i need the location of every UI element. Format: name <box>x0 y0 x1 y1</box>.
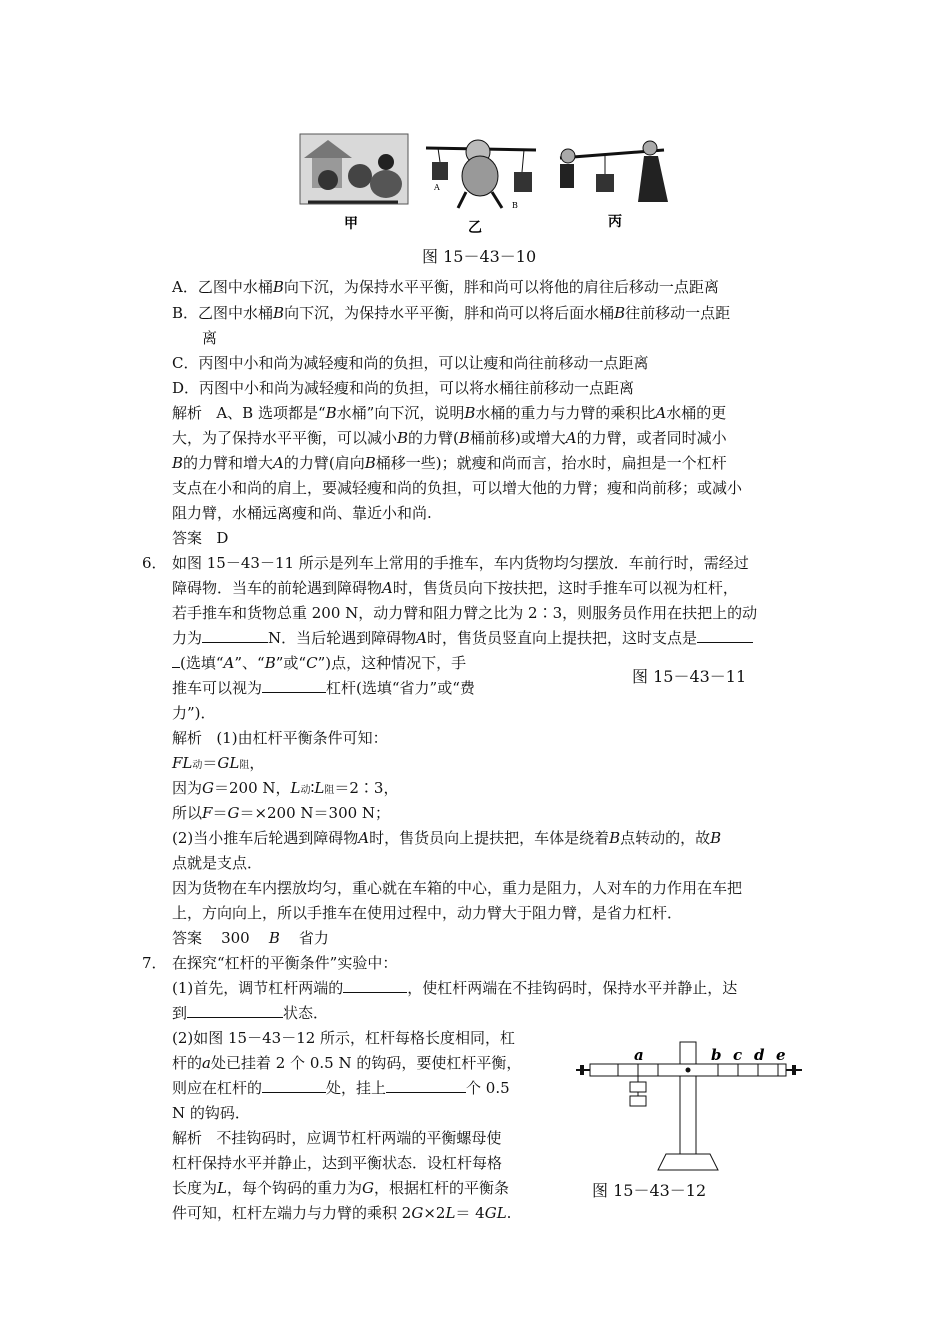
panel-label-bing: 丙 <box>608 214 622 230</box>
panel-bing-illustration <box>560 141 668 202</box>
figure-lever <box>572 1036 808 1178</box>
q6-answer: 答案 300 B 省力 <box>172 929 329 947</box>
panel-yi-illustration <box>426 140 536 208</box>
q6-line-2: 障碍物．当车的前轮遇到障碍物A时，售货员向下按扶把，这时手推车可以视为杠杆， <box>172 579 738 597</box>
answer-blank[interactable] <box>697 628 753 643</box>
option-a: A．乙图中水桶B向下沉，为保持水平平衡，胖和尚可以将他的肩往后移动一点距离 <box>172 278 719 296</box>
lever-stand <box>658 1042 718 1170</box>
figure-monks <box>298 128 678 236</box>
q6-analysis-line-3: 因为G＝200 N，L动∶L阻＝2∶3， <box>172 779 399 797</box>
q6-line-7: 力”)． <box>172 704 216 722</box>
q6-analysis-line-6: 点就是支点． <box>172 854 263 872</box>
q7-number: 7． <box>142 954 167 972</box>
q5-analysis-line-3: B的力臂和增大A的力臂(肩向B桶移一些)；就瘦和尚而言，抬水时，扁担是一个杠杆 <box>172 454 727 472</box>
lever-label-a: a <box>634 1046 644 1064</box>
lever-label-b: b <box>711 1046 722 1064</box>
q7-line-4: (2)如图 15－43－12 所示，杠杆每格长度相同，杠 <box>172 1029 516 1047</box>
q7-line-6: 则应在杠杆的 处，挂上 个 0.5 <box>172 1079 510 1097</box>
bucket-label-a: A <box>434 183 440 192</box>
panel-label-jia: 甲 <box>344 216 358 232</box>
answer-blank[interactable] <box>172 653 180 668</box>
q5-analysis-line-5: 阻力臂，水桶远离瘦和尚、靠近小和尚. <box>172 504 432 522</box>
q6-analysis-line-1: 解析 (1)由杠杆平衡条件可知： <box>172 729 388 747</box>
q5-answer: 答案 D <box>172 529 229 547</box>
q7-analysis-line-1: 解析 不挂钩码时，应调节杠杆两端的平衡螺母使 <box>172 1129 502 1147</box>
q5-analysis-line-1: 解析 A、B 选项都是“B水桶”向下沉，说明B水桶的重力与力臂的乘积比A水桶的更 <box>172 404 727 422</box>
option-d: D．丙图中小和尚为减轻瘦和尚的负担，可以将水桶往前移动一点距离 <box>172 379 635 397</box>
figure-caption-10: 图 15－43－10 <box>422 247 537 266</box>
option-b-cont: 离 <box>202 329 218 347</box>
q6-line-4: 力为 N．当后轮遇到障碍物A时，售货员竖直向上提扶把，这时支点是 <box>172 628 753 648</box>
q7-line-7: N 的钩码． <box>172 1104 250 1122</box>
option-c: C．丙图中小和尚为减轻瘦和尚的负担，可以让瘦和尚往前移动一点距离 <box>172 354 649 372</box>
answer-blank[interactable] <box>202 628 268 643</box>
figure-caption-11: 图 15－43－11 <box>632 667 747 686</box>
lever-label-c: c <box>733 1046 743 1064</box>
bucket-label-b: B <box>512 201 518 210</box>
q6-number: 6． <box>142 554 167 572</box>
q7-analysis-line-4: 件可知，杠杆左端力与力臂的乘积 2G×2L＝ 4GL. <box>172 1204 512 1222</box>
hanging-weights <box>630 1076 646 1106</box>
q7-analysis-line-3: 长度为L，每个钩码的重力为G，根据杠杆的平衡条 <box>172 1179 509 1197</box>
q6-analysis-line-2: FL动＝GL阻， <box>172 754 265 772</box>
lever-bar <box>576 1064 802 1076</box>
q6-line-3: 若手推车和货物总重 200 N，动力臂和阻力臂之比为 2∶3，则服务员作用在扶把上的动 <box>172 604 758 622</box>
q6-analysis-line-8: 上，方向向上，所以手推车在使用过程中，动力臂大于阻力臂，是省力杠杆． <box>172 904 683 922</box>
q6-analysis-line-7: 因为货物在车内摆放均匀，重心就在车箱的中心，重力是阻力，人对车的力作用在车把 <box>172 879 743 897</box>
answer-blank[interactable] <box>262 1078 326 1093</box>
q6-line-6: 推车可以视为 杠杆(选填“省力”或“费 <box>172 679 475 697</box>
q5-analysis-line-4: 支点在小和尚的肩上，要减轻瘦和尚的负担，可以增大他的力臂；瘦和尚前移；或减小 <box>172 479 743 497</box>
q7-analysis-line-2: 杠杆保持水平并静止，达到平衡状态．设杠杆每格 <box>172 1154 503 1172</box>
answer-blank[interactable] <box>262 678 326 693</box>
q7-line-2: (1)首先，调节杠杆两端的 ，使杠杆两端在不挂钩码时，保持水平并静止，达 <box>172 979 738 997</box>
option-b: B．乙图中水桶B向下沉，为保持水平平衡，胖和尚可以将后面水桶B往前移动一点距 <box>172 304 731 322</box>
q6-line-5: (选填“A”、“B”或“C”)点，这种情况下，手 <box>172 653 466 673</box>
panel-jia-illustration <box>300 134 408 204</box>
q7-line-3: 到 状态． <box>172 1004 329 1022</box>
lever-label-d: d <box>754 1046 765 1064</box>
q6-analysis-line-5: (2)当小推车后轮遇到障碍物A时，售货员向上提扶把，车体是绕着B点转动的，故B <box>172 829 722 847</box>
figure-caption-12: 图 15－43－12 <box>592 1181 707 1200</box>
panel-label-yi: 乙 <box>468 220 482 236</box>
answer-blank[interactable] <box>187 1003 283 1018</box>
q7-line-1: 在探究“杠杆的平衡条件”实验中： <box>172 954 398 972</box>
answer-blank[interactable] <box>343 978 407 993</box>
lever-label-e: e <box>776 1046 786 1064</box>
answer-blank[interactable] <box>386 1078 466 1093</box>
q6-line-1: 如图 15－43－11 所示是列车上常用的手推车，车内货物均匀摆放．车前行时，需经过 <box>172 554 749 572</box>
q5-analysis-line-2: 大，为了保持水平平衡，可以减小B的力臂(B桶前移)或增大A的力臂，或者同时减小 <box>172 429 727 447</box>
q7-line-5: 杆的a处已挂着 2 个 0.5 N 的钩码，要使杠杆平衡， <box>172 1054 522 1072</box>
q6-analysis-line-4: 所以F＝G＝×200 N＝300 N； <box>172 804 391 822</box>
